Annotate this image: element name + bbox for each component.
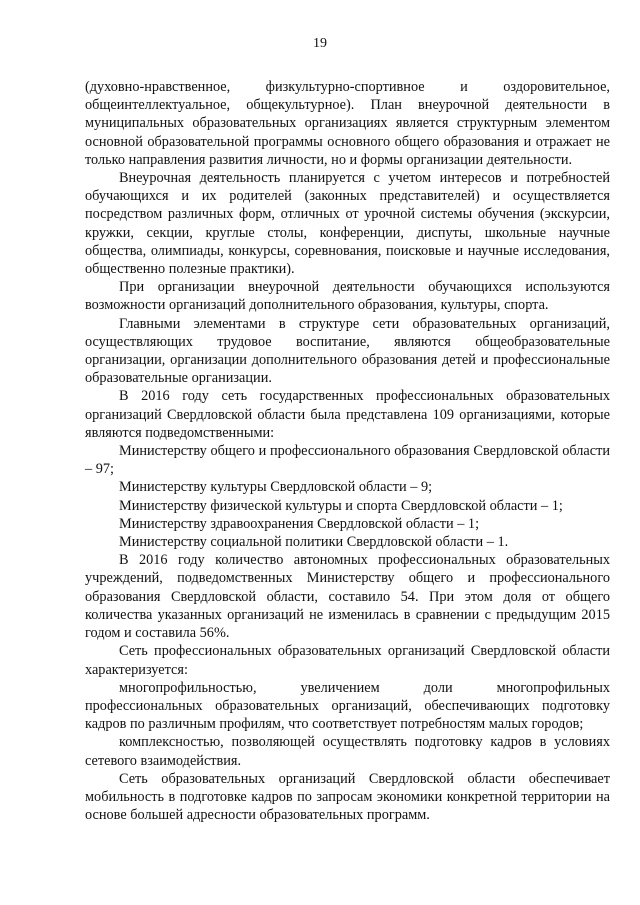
list-item: Министерству общего и профессионального образования Свердловской области – 97;: [85, 443, 610, 478]
paragraph: При организации внеурочной деятельности обучающихся используются возможности организаций дополнительного образования, культуры, спорта.: [85, 279, 610, 314]
list-item: Министерству здравоохранения Свердловской области – 1;: [119, 515, 480, 532]
paragraph: Внеурочная деятельность планируется с учетом интересов и потребностей обучающихся и их родителей (законных представителей) и осуществляется посредством различных форм, отличных от урочной системы обучения (экскурсии, кружки, секции, круглые столы, конференции, диспуты, школьные научные общества, олимпиады, конкурсы, соревнования, поисковые и научные исследования, общественно полезные практики).: [85, 170, 610, 278]
list-item: Министерству физической культуры и спорта Свердловской области – 1;: [119, 497, 563, 514]
paragraph: (духовно-нравственное, физкультурно-спортивное и оздоровительное, общеинтеллектуальное, общекультурное). План внеурочной деятельности в муниципальных образовательных организациях является структурным элементом основной образовательной программы основного общего образования и отражает не только направления развития личности, но и формы организации деятельности.: [85, 79, 610, 168]
list-item: Министерству социальной политики Свердловской области – 1.: [119, 534, 509, 551]
body-text: [85, 78, 610, 824]
list-item: многопрофильностью, увеличением доли многопрофильных профессиональных образовательных организаций, обеспечивающих подготовку кадров по различным профилям, что соответствует потребностям малых городов;: [85, 679, 610, 733]
paragraph: В 2016 году сеть государственных профессиональных образовательных организаций Свердловской области была представлена 109 организациями, которые являются подведомственными:: [85, 388, 610, 441]
list-item: комплексностью, позволяющей осуществлять подготовку кадров в условиях сетевого взаимодействия.: [85, 734, 610, 769]
paragraph: Сеть профессиональных образовательных организаций Свердловской области характеризуется:: [85, 643, 610, 678]
paragraph: Сеть образовательных организаций Свердловской области обеспечивает мобильность в подготовке кадров по запросам экономики конкретной территории на основе большей адресности образовательных программ.: [85, 770, 610, 824]
paragraph: В 2016 году количество автономных профессиональных образовательных учреждений, подведомственных Министерству общего и профессионального образования Свердловской области, составило 54. При этом доля от общего количества указанных организаций не изменилась в сравнении с предыдущим 2015 годом и составила 56%.: [85, 552, 610, 642]
page-number: 19: [313, 36, 327, 51]
paragraph: Главными элементами в структуре сети образовательных организаций, осуществляющих трудовое воспитание, являются общеобразовательные организации, организации дополнительного образования детей и профессиональные образовательные организации.: [85, 315, 610, 387]
list-item: Министерству культуры Свердловской области – 9;: [119, 479, 433, 496]
